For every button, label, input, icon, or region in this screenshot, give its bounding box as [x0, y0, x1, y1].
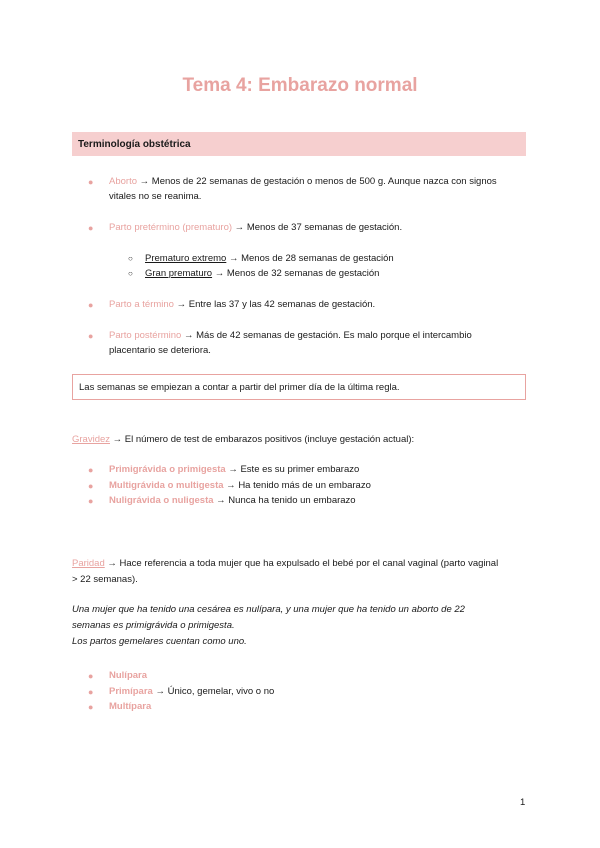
sub-list-item: Prematuro extremo → Menos de 28 semanas de gestación — [145, 253, 394, 264]
gravidez-paragraph — [72, 432, 532, 448]
paridad-term: Paridad — [72, 558, 105, 569]
bullet-icon: ● — [88, 331, 94, 341]
gravidez-description: → El número de test de embarazos positivos (incluye gestación actual): — [110, 434, 415, 445]
sub-term-label: Prematuro extremo — [145, 253, 227, 264]
sub-bullet-icon: ○ — [128, 269, 133, 278]
list-item — [109, 478, 371, 493]
bullet-icon: ● — [88, 177, 94, 187]
section-header: Terminología obstétrica — [72, 132, 526, 156]
term-label: Parto postérmino — [109, 330, 182, 341]
list-item: Parto pretérmino (prematuro) → Menos de 37 semanas de gestación. — [109, 222, 403, 233]
paridad-item-desc: → Único, gemelar, vivo o no — [152, 686, 275, 697]
gravidez-item-desc: → Este es su primer embarazo — [225, 464, 360, 475]
list-item: Parto postérmino → Más de 42 semanas de gestación. Es malo porque el intercambio placentario se deteriora. — [109, 330, 472, 356]
paridad-note: Una mujer que ha tenido una cesárea es nulípara, y una mujer que ha tenido un aborto de 22 semanas es primigrávida o primigesta. Los partos gemelares cuentan como uno. — [72, 604, 465, 647]
term-description: Más de 42 semanas de gestación. Es malo porque el intercambio — [196, 330, 472, 341]
bullet-icon: ● — [88, 300, 94, 310]
bullet-icon: ● — [88, 496, 94, 506]
gravidez-item-desc: → Ha tenido más de un embarazo — [223, 480, 371, 491]
term-description-cont: vitales no se reanima. — [109, 191, 202, 202]
list-item: Aborto → Menos de 22 semanas de gestación o menos de 500 g. Aunque nazca con signos vitales no se reanima. — [109, 176, 497, 202]
sub-bullet-icon: ○ — [128, 254, 133, 263]
term-description: Menos de 37 semanas de gestación. — [246, 222, 403, 233]
gravidez-item-desc: → Nunca ha tenido un embarazo — [213, 495, 356, 506]
bullet-icon: ● — [88, 687, 94, 697]
bullet-icon: ● — [88, 481, 94, 491]
paridad-item-term: Multípara — [109, 701, 152, 712]
gravidez-item-term: Multigrávida o multigesta — [109, 480, 224, 491]
bullet-icon: ● — [88, 702, 94, 712]
term-label: Aborto — [109, 176, 137, 187]
term-description-cont: placentario se deteriora. — [109, 345, 211, 356]
paridad-description: → Hace referencia a toda mujer que ha expulsado el bebé por el canal vaginal (parto vaginal — [104, 558, 499, 569]
note-box: Las semanas se empiezan a contar a partir del primer día de la última regla. — [72, 374, 526, 400]
bullet-icon: ● — [88, 223, 94, 233]
sub-term-label: Gran prematuro — [145, 268, 213, 279]
term-label: Parto a término — [109, 299, 174, 310]
term-description: Entre las 37 y las 42 semanas de gestación. — [188, 299, 376, 310]
list-item — [109, 684, 274, 699]
paridad-paragraph — [72, 556, 532, 588]
list-item: Parto a término → Entre las 37 y las 42 semanas de gestación. — [109, 299, 376, 310]
paridad-description-cont: > 22 semanas). — [72, 574, 138, 585]
bullet-icon: ● — [88, 671, 94, 681]
sub-term-description: Menos de 28 semanas de gestación — [241, 253, 394, 264]
bullet-icon: ● — [88, 465, 94, 475]
gravidez-term: Gravidez — [72, 434, 111, 445]
list-item — [109, 462, 359, 477]
sub-list-item: Gran prematuro → Menos de 32 semanas de gestación — [145, 268, 380, 279]
gravidez-item-term: Nuligrávida o nuligesta — [109, 495, 214, 506]
list-item — [109, 668, 147, 683]
list-item — [109, 493, 356, 508]
sub-term-description: Menos de 32 semanas de gestación — [226, 268, 380, 279]
paridad-item-term: Nulípara — [109, 670, 148, 681]
list-item — [109, 699, 151, 714]
gravidez-item-term: Primigrávida o primigesta — [109, 464, 226, 475]
term-label: Parto pretérmino (prematuro) — [109, 222, 233, 233]
page-title: Tema 4: Embarazo normal — [182, 75, 418, 96]
term-description: Menos de 22 semanas de gestación o menos de 500 g. Aunque nazca con signos — [151, 176, 497, 187]
page-number: 1 — [520, 797, 526, 808]
paridad-item-term: Primípara — [109, 686, 153, 697]
